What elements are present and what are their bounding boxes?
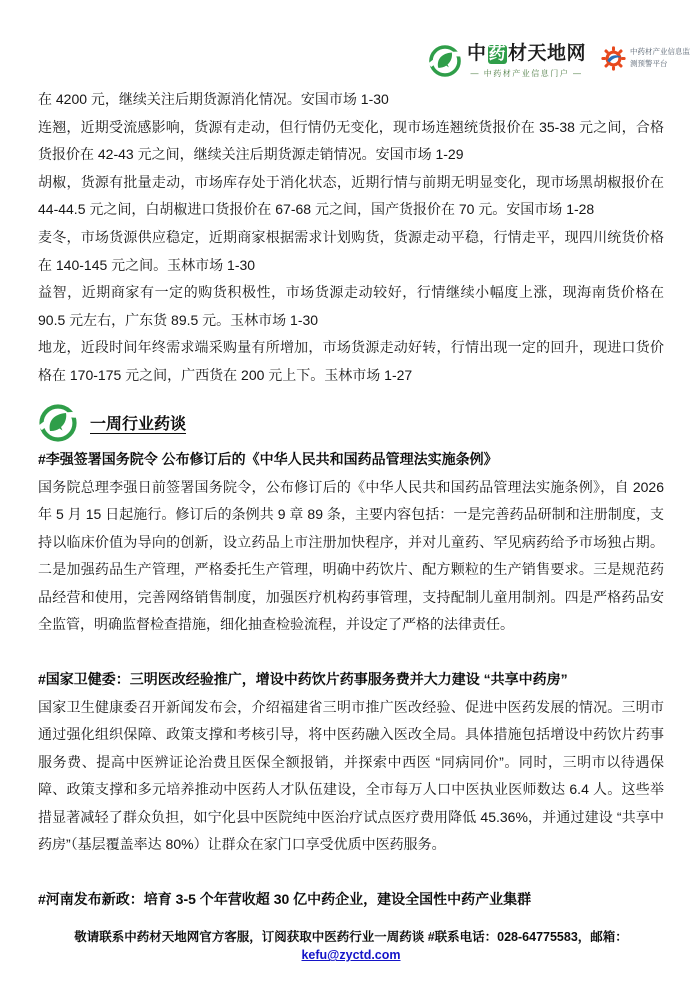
email-link[interactable]: kefu@zyctd.com xyxy=(301,948,401,963)
footer-text: 敬请联系中药材天地网官方客服，订阅获取中医药行业一周药谈 #联系电话：028-64775583，邮箱： xyxy=(74,929,628,944)
market-paragraph: 地龙，近段时间年终需求端采购量有所增加，市场货源走动好转，行情出现一定的回升，现进口货价格在 170-175 元之间，广西货在 200 元上下。玉林市场 1-27 xyxy=(38,339,664,383)
article-body: 国务院总理李强日前签署国务院令，公布修订后的《中华人民共和国药品管理法实施条例》，自 2026 年 5 月 15 日起施行。修订后的条例共 9 章 89 条，主要内容包括：一是完善药品研制和注册制度，支持以临床价值为导向的创新，设立药品上市注册加快程序，并对儿童药、罕见病药给予市场独占期。二是加强药品生产管理，严格委托生产管理，明确中药饮片、配方颗粒的生产销售要求。三是规范药品经营和使用，完善网络销售制度，加强医疗机构药事管理，支持配制儿童用制剂。四是严格药品安全监管，明确监督检查措施，细化抽查检验流程，并设定了严格的法律责任。 xyxy=(38,478,664,633)
news-article xyxy=(38,886,664,913)
article-heading: #河南发布新政：培育 3-5 个年营收超 30 亿中药企业，建设全国性中药产业集群 xyxy=(38,890,532,907)
logo-name-boxed-char: 药 xyxy=(488,44,507,64)
article-heading: #李强签署国务院令 公布修订后的《中华人民共和国药品管理法实施条例》 xyxy=(38,450,498,467)
logo-name-post: 材天地网 xyxy=(508,43,587,64)
footer-contact-note xyxy=(38,928,664,966)
leaf-ring-icon xyxy=(428,44,462,78)
market-report-section xyxy=(38,86,664,390)
platform-logo-label: 中药材产业信息监测预警平台 xyxy=(630,47,691,68)
market-paragraph: 麦冬，市场货源供应稳定，近期商家根据需求计划购货，货源走动平稳，行情走平，现四川统货价格在 140-145 元之间。玉林市场 1-30 xyxy=(38,228,664,273)
article-heading: #国家卫健委：三明医改经验推广，增设中药饮片药事服务费并大力建设 “共享中药房” xyxy=(38,670,568,687)
article-body: 国家卫生健康委召开新闻发布会，介绍福建省三明市推广医改经验、促进中医药发展的情况。三明市通过强化组织保障、政策支撑和考核引导，将中医药融入医改全局。具体措施包括增设中药饮片药事服务费、提高中医辨证论治费且医保全额报销，并探索中西医 “同病同价”。同时，三明市以待遇保障、政策支撑和多元培养推动中医药人才队伍建设，全市每万人口中医执业医师数达 6.4 人。这些举措显著减轻了群众负担，如宁化县中医院纯中医治疗试点医疗费用降低 45.36%，并通过建设 “共享中药房”（基层覆盖率达 80%）让群众在家门口享受优质中医药服务。 xyxy=(38,698,664,853)
market-paragraph: 连翘，近期受流感影响，货源有走动，但行情仍无变化，现市场连翘统货报价在 35-38 元之间，合格货报价在 42-43 元之间，继续关注后期货源走销情况。安国市场 1-29 xyxy=(38,118,664,163)
header xyxy=(428,44,690,79)
platform-logo xyxy=(601,44,690,71)
main-content xyxy=(38,86,664,965)
section-title: 一周行业药谈 xyxy=(90,416,187,434)
site-logo-text xyxy=(467,44,586,79)
gear-icon xyxy=(601,46,626,71)
market-paragraph: 胡椒，货源有批量走动，市场库存处于消化状态，近期行情与前期无明显变化，现市场黑胡椒报价在 44-44.5 元之间，白胡椒进口货报价在 67-68 元之间，国产货报价在 70 元。安国市场 1-28 xyxy=(38,173,664,218)
news-article xyxy=(38,666,664,859)
logo-name-pre: 中 xyxy=(467,43,487,64)
site-logo xyxy=(428,44,586,79)
section-header xyxy=(38,403,664,443)
news-article xyxy=(38,446,664,639)
market-paragraph: 益智，近期商家有一定的购货积极性，市场货源走动较好，行情继续小幅度上涨，现海南货价格在 90.5 元左右，广东货 89.5 元。玉林市场 1-30 xyxy=(38,284,664,328)
leaf-ring-icon xyxy=(38,403,78,443)
market-paragraph-continuation: 在 4200 元，继续关注后期货源消化情况。安国市场 1-30 xyxy=(38,91,389,107)
site-logo-subtitle: — 中药材产业信息门户 — xyxy=(470,68,583,78)
site-logo-name xyxy=(467,44,586,65)
